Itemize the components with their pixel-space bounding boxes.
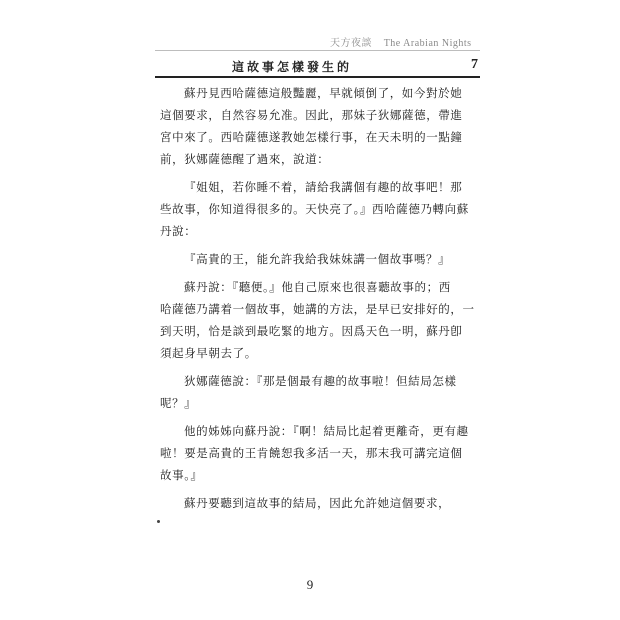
text-line: 須起身早朝去了。	[160, 346, 257, 360]
chapter-title: 這故事怎樣發生的	[232, 60, 353, 74]
chapter-divider	[155, 76, 480, 78]
text-line: 蘇丹說：『聽便。』他自己原來也很喜聽故事的；西	[184, 280, 451, 294]
page-number: 9	[306, 577, 314, 592]
text-line: 丹說：	[160, 224, 197, 238]
text-line: 到天明，恰是談到最吃緊的地方。因爲天色一明，蘇丹卽	[160, 324, 463, 338]
text-line: 狄娜薩德說：『那是個最有趣的故事啦！但結局怎樣	[184, 374, 457, 388]
paragraph-5	[160, 370, 480, 414]
header-divider	[155, 50, 480, 51]
chapter-page-number: 7	[471, 57, 478, 72]
book-title-en: The Arabian Nights	[383, 38, 472, 49]
text-line: 蘇丹見西哈薩德這般豔麗，早就傾倒了，如今對於她	[184, 86, 463, 100]
text-line: 啦！要是高貴的王肯饒恕我多活一天，那末我可講完這個	[160, 446, 463, 460]
text-line: 宮中來了。西哈薩德遂教她怎樣行事，在天未明的一點鐘	[160, 130, 463, 144]
paragraph-3	[160, 248, 480, 270]
text-line: 前，狄娜薩德醒了過來，說道：	[160, 152, 330, 166]
text-line: 些故事，你知道得很多的。天快亮了。』西哈薩德乃轉向蘇	[160, 202, 469, 216]
paragraph-1	[160, 82, 480, 170]
paragraph-2	[160, 176, 480, 242]
paragraph-7	[160, 492, 480, 514]
text-line: 哈薩德乃講着一個故事，她講的方法，是早已安排好的，一	[160, 302, 475, 316]
text-line: 呢？』	[160, 396, 197, 410]
text-line: 『高貴的王，能允許我給我妹妹講一個故事嗎？』	[184, 252, 451, 266]
text-line: 故事。』	[160, 468, 203, 482]
book-title-zh: 天方夜談	[330, 38, 372, 49]
paragraph-6	[160, 420, 480, 486]
text-line: 蘇丹要聽到這故事的結局，因此允許她這個要求，	[184, 496, 451, 510]
text-line: 他的姊姊向蘇丹說：『啊！結局比起着更離奇，更有趣	[184, 424, 469, 438]
body-text	[160, 82, 480, 520]
margin-dot	[157, 520, 160, 523]
text-line: 『姐姐，若你睡不着，請給我講個有趣的故事吧！那	[184, 180, 463, 194]
running-header	[330, 34, 480, 49]
text-line: 這個要求，自然容易允准。因此，那妹子狄娜薩德，帶進	[160, 108, 463, 122]
chapter-heading-row	[158, 58, 478, 74]
paragraph-4	[160, 276, 480, 364]
